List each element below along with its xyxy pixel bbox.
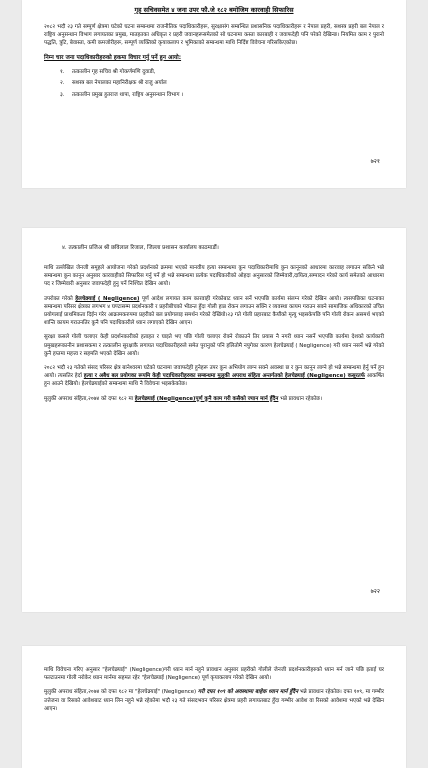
emphasized-text: हेलचेक्र्याई (Negligence)पूर्ण कुनै काम गरी कसैको ज्यान मार्न हुँदैन (134, 395, 279, 402)
section-subheading: निम्न चार जना पदाधिकारीहरुको हकमा विचार गर्नु पर्ने हुन आयो: (44, 54, 182, 61)
page-title: गृह सचिवसमेत ४ जना उपर फौ.जे १८२ बमोजिम कारवाही सिफारिस (134, 6, 294, 14)
paragraph: मुलुकी अपराध संहिता,२०७४ को दफा १८२ मा हेलचेक्र्याई (Negligence)पूर्ण कुनै काम गरी कसैको ज्यान मार्न हुँदैन भन्ने प्रावधान रहेकोछ। (44, 395, 322, 402)
list-item: ३. तत्कालीन प्रमुख हुतराज थापा, राष्ट्रिय अनुसन्धान विभाग । (60, 91, 184, 98)
list-item: २. सशस्त्र बल नेपालका महानिरीक्षक श्री राजु अर्याल (60, 80, 167, 87)
document-page-2 (22, 228, 406, 612)
paragraph: २०८२ भदौ २३ गते सम्पूर्ण क्षेत्रमा घटेको घटना सम्बन्धमा राजनीतिक पदाधिकारीहरू, सुरक्षासंग सम्बन्धित प्रशासनिक पदाधिकारीहरू र नेपाल प्रहरी, सशस्त्र प्रहरी बल नेपाल र राष्ट्रिय अनुसन्धान विभाग लगायतका प्रमुख, मातहतका अधिकृत र प्रहरी जवानहरूसमेतको सो घटनामा कस्ता कारबाही र जवाफदेही पनि परेको देखिन्छ। नियमित काम र पुरानो पद्धति, त्रुटि, बेवास्ता, कमी कमजोरीहरू, सम्पूर्ण व्यक्तिको कृयाकलाप र भूमिकाको सम्बन्धमा माथि निर्दिष्ट विवेचना गरिसकिएकोछ। (44, 24, 384, 47)
emphasized-text: हत्या र अबैध बल प्रयोगका रूपमि केही पदाधिकारीहरुका सम्बन्धमा मुलुकी अपराध संहिता अन्तर्गतको हेलचेक्र्याई (Negligence) कसूरतर्फ (83, 373, 365, 380)
official-list (60, 68, 384, 100)
list-item: १. तत्कालीन गृह सचिव श्री गोकर्णमणि दुवाडी, (60, 68, 156, 75)
document-page-3 (22, 646, 406, 768)
list-item: ४. तत्कालीन प्रजिअ श्री छविलाल रिजाल, जिल्ला प्रशासन कार्यालय काठमाडौं। (62, 245, 219, 251)
emphasized-text: गरी दफा १०९ को अवस्थामा बाहेक ध्यान मार्न हुँदैन (197, 689, 299, 696)
negligence-term: हेलचेक्र्याई ( Negligence) (75, 295, 140, 302)
page-number: ७२२ (370, 588, 380, 595)
paragraph: २०८२ भदौ २३ गतेको संसद परिसर क्षेत्र बानेश्वरमा घटेको घटनामा जवाफदेही हुनेहरू उपर कुन अभियोग लाग्न सक्ने अवस्था छ र कुन कानून लाग्ने हो भन्ने सम्बन्धमा हेर्नु पर्ने हुन आयो। त्यसतिर हेर्दा हत्या र अबैध बल प्रयोगका रूपमि केही पदाधिकारीहरुका सम्बन्धमा मुलुकी अपराध संहिता अन्तर्गतको हेलचेक्र्याई (Negligence) कसूरतर्फ आकर्षित हुन आउने देखियो। हेलचेक्र्याईको सम्बन्धमा माथि नै विवेचना भइसकेकोछ। (44, 365, 385, 388)
paragraph: उपरोक्त गरेको हेलचेक्र्याई ( Negligence) पूर्ण आदेश लगायत काम कारवाही गरेकोबाट ध्यान सर्ने भएपछि कार्यमा संलग्न गरेको देखिन आयो। त्यसपछिका घटनाका सम्बन्धमा परिसर क्षेत्रका लगभग ४ घण्टासम्म प्रदर्शनकारी र प्रहरीबीचको भीडन्त हुँदा गोली हान्न रोकन लगाउन सक्नि र व्यवस्था कायम गराउन सक्ने सामाजिक अधिकारको उचित प्रयोगलाई प्राथमिकता दिईन गरेर आक्रामकरुपमा प्रहरीको बल प्रयोगलाइ समर्थन गरेको देखिंयो।२३ गते गोली प्रहारबाट कैयौंको मृत्यु भइसकेपछि पनि गोली रोकन असमर्थ भएको शान्ति कायम गराउनतिर कुनै पनि पदाधिकारीले ध्यान लगाएको देखिन आएन। (44, 295, 384, 327)
paragraph: माथि विवेचना गरिए अनुसार "हेलचेक्र्याई" (Negligence)गरी ध्यान मार्न नहुने प्रावधान अनुसार प्रहरीको गोलीले जेनजी प्रदर्शनकारीहरुको ध्यान मर्न जाने पछि इताई घर फल्टाउनमा गोली नरोकेर ध्यान मार्नमा सहमत रहेर "हेलचेक्र्याई (Negligence) पूर्ण कृयाकलाप गरेको देखिन आयो। (44, 667, 384, 682)
paragraph: मुलुकी अपराध संहिता,२०७४ को दफा १८२ मा "हेलचेक्र्याई" (Negligence) गरी दफा १०९ को अवस्थामा बाहेक ध्यान मार्न हुँदैन भन्ने प्रावधान रहेकोछ। दफा १०९, मा गम्भीर उत्तेजना वा रिसको आवेशबाट ध्यान लिन नहुने भन्ने रहेकोमा भदौ २३ गते संसदभवन परिसर क्षेत्रमा प्रहरी लगायतबाट हुँदा गम्भीर आवेश वा रिसको आवेशमा भएको भन्ने देखिन आएन। (44, 689, 384, 712)
document-page-1 (22, 0, 406, 188)
page-number: ७२१ (370, 158, 380, 165)
paragraph: सुरक्षा कसले गोली चलाएर केही प्रदर्शनकारीको हताहत र घाइते भए पछि गोली चलाएर रोक्ने रोकाउने तिर प्रयास नै नगरी ध्यान नसर्ने भएपछि कार्यमा देशको कार्यकारी प्रमुखहरूकानीन प्रशासकमा र तत्कालीन सुरक्षाकै लगायत पदाधिकारीहरुले समेत पुरानुको पनि हलितोमै नपुगेका कारण हेलचेक्र्याई ( Negligence) गरी ध्यान नसर्ने भन्ने गरेको कुनै हप्तमा महत्त्व र सहमति भएको देखिन आयो। (44, 334, 384, 357)
paragraph: माथि उल्लेखित जेनजी समूहले आयोजना गरेको प्रदर्शनको क्रममा भएको मानवीय हत्या सम्बन्धमा कुन पदाधिकारीमाथि कुन कानूनको आधारमा कारवाह लगाउन सकिने भन्ने सम्बन्धमा कुन कानून अनुसार कारवाहीको सिफारिस गर्नु पर्ने हो भन्ने सम्बन्धमा प्रत्येक पदाधिकारीको ओहदा अनुसारको जिम्मेवारी,दायित्व,सम्पादन गरेको कार्य समेतको आधारमा पद र जिम्मेवारी अनुसार जवाफदेही हुनु पर्ने निश्चित देखिन आयो। (44, 265, 384, 288)
